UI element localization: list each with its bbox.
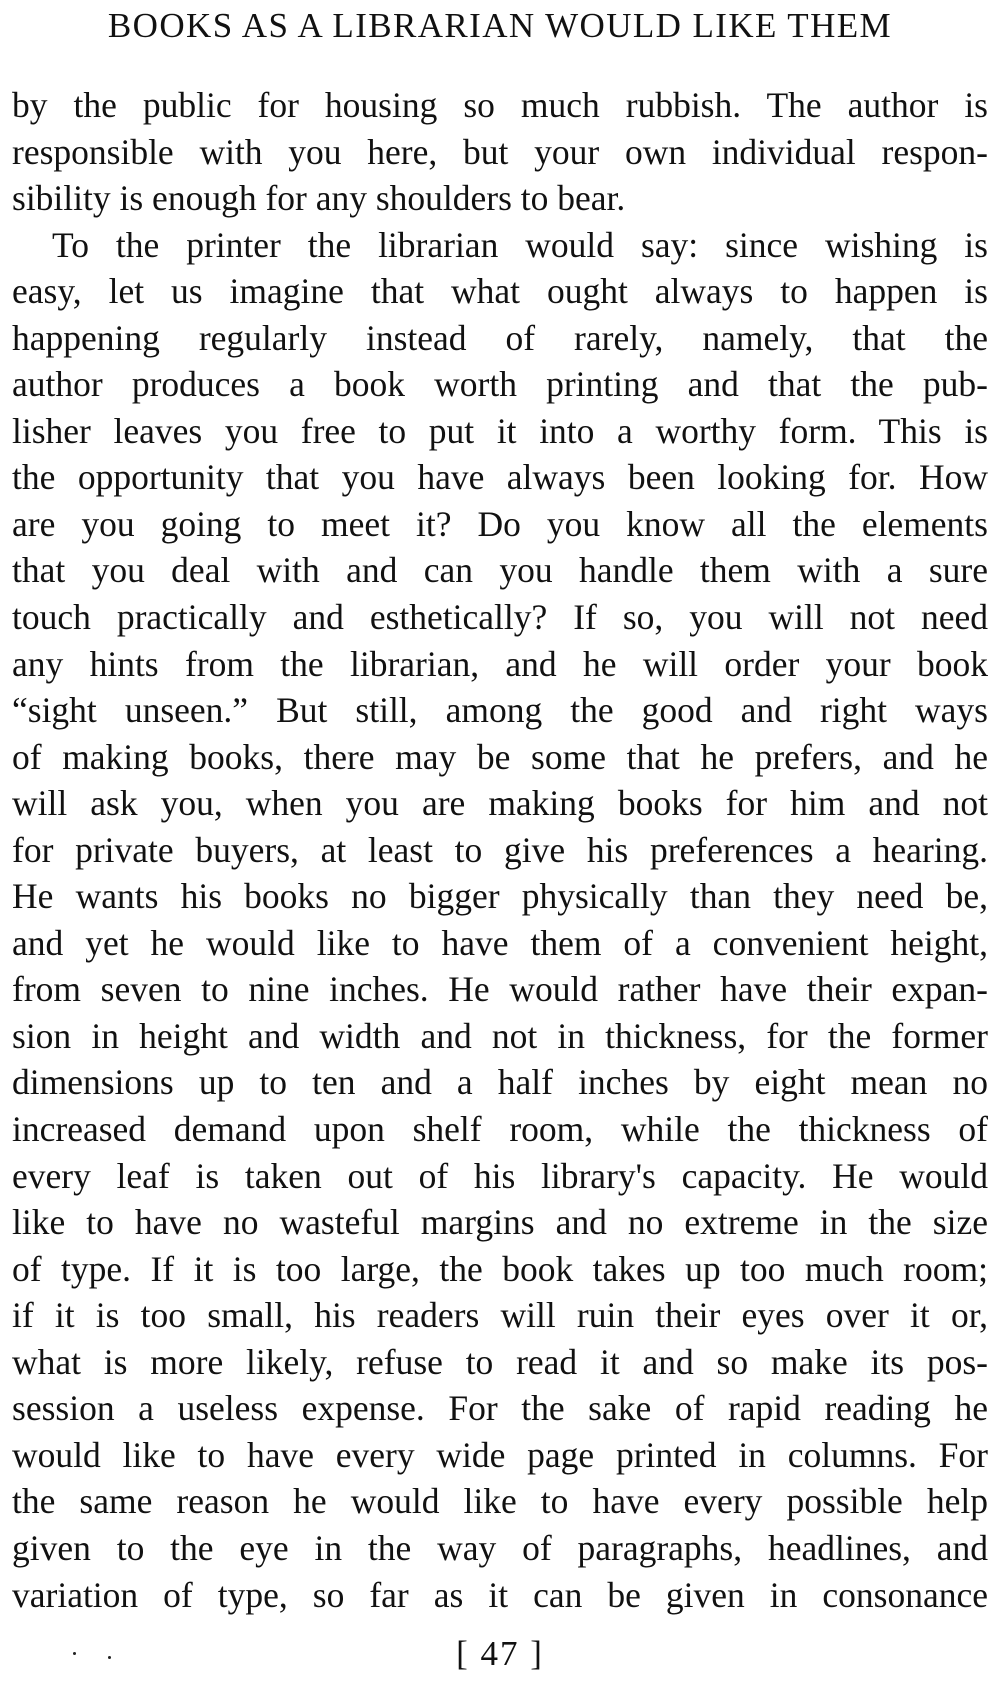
text-line: like to have no wasteful margins and no extreme in the size (12, 1202, 988, 1243)
text-line: variation of type, so far as it can be given in consonance (12, 1574, 988, 1615)
text-line: given to the eye in the way of paragraphs, headlines, and (12, 1527, 988, 1568)
text-line: from seven to nine inches. He would rather have their expan- (12, 969, 988, 1010)
text-line: easy, let us imagine that what ought always to happen is (12, 271, 988, 312)
text-line: would like to have every wide page printed in columns. For (12, 1434, 988, 1475)
text-line: what is more likely, refuse to read it and so make its pos- (12, 1341, 988, 1382)
text-line: “sight unseen.” But still, among the good and right ways (12, 690, 988, 731)
text-line: of type. If it is too large, the book takes up too much room; (12, 1248, 988, 1289)
text-line: any hints from the librarian, and he will order your book (12, 643, 988, 684)
text-line: and yet he would like to have them of a convenient height, (12, 922, 988, 963)
page-number: [ 47 ] (456, 1634, 544, 1673)
text-line: of making books, there may be some that he prefers, and he (12, 736, 988, 777)
text-line: every leaf is taken out of his library's capacity. He would (12, 1155, 988, 1196)
text-line: author produces a book worth printing and that the pub- (12, 364, 988, 405)
text-line: the same reason he would like to have every possible help (12, 1481, 988, 1522)
text-line: are you going to meet it? Do you know all the elements (12, 503, 988, 544)
body-text (12, 82, 988, 1665)
paragraph (12, 82, 988, 222)
text-line: for private buyers, at least to give his preferences a hearing. (12, 829, 988, 870)
text-line: sibility is enough for any shoulders to bear. (12, 178, 626, 219)
text-line: To the printer the librarian would say: since wishing is (52, 224, 988, 265)
text-line: dimensions up to ten and a half inches by eight mean no (12, 1062, 988, 1103)
text-line: touch practically and esthetically? If so, you will not need (12, 597, 988, 638)
text-line: session a useless expense. For the sake of rapid reading he (12, 1388, 988, 1429)
text-line: that you deal with and can you handle them with a sure (12, 550, 988, 591)
text-line: He wants his books no bigger physically than they need be, (12, 876, 988, 917)
text-line: lisher leaves you free to put it into a worthy form. This is (12, 410, 988, 451)
text-line: responsible with you here, but your own individual respon- (12, 131, 988, 172)
text-line: sion in height and width and not in thickness, for the former (12, 1015, 988, 1056)
text-line: will ask you, when you are making books for him and not (12, 783, 988, 824)
text-line: increased demand upon shelf room, while the thickness of (12, 1109, 988, 1150)
text-line: the opportunity that you have always been looking for. How (12, 457, 988, 498)
text-line: by the public for housing so much rubbish. The author is (12, 85, 988, 125)
running-head: BOOKS AS A LIBRARIAN WOULD LIKE THEM (107, 6, 893, 45)
text-line: happening regularly instead of rarely, namely, that the (12, 317, 988, 358)
paragraph (12, 222, 988, 1665)
text-line: if it is too small, his readers will ruin their eyes over it or, (12, 1295, 988, 1336)
